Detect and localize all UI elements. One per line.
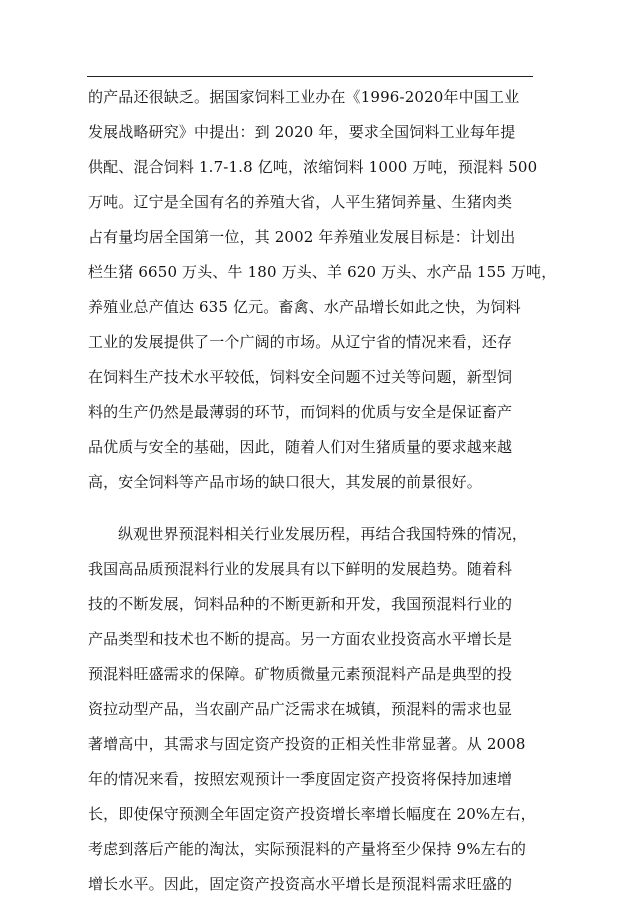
text-line: 工业的发展提供了一个广阔的市场。从辽宁省的情况来看，还存 — [88, 333, 513, 351]
text-line: 技的不断发展，饲料品种的不断更新和开发，我国预混料行业的 — [88, 595, 513, 613]
text-line: 料的生产仍然是最薄弱的环节，而饲料的优质与安全是保证畜产 — [88, 403, 513, 421]
text-line: 预混料旺盛需求的保障。矿物质微量元素预混料产品是典型的投 — [88, 665, 513, 683]
text-line: 考虑到落后产能的淘汰，实际预混料的产量将至少保持 9%左右的 — [88, 840, 527, 858]
text-line: 增长水平。因此，固定资产投资高水平增长是预混料需求旺盛的 — [88, 875, 513, 893]
text-line: 养殖业总产值达 635 亿元。畜禽、水产品增长如此之快，为饲料 — [88, 298, 521, 316]
text-line: 长，即使保守预测全年固定资产投资增长率增长幅度在 20%左右， — [88, 805, 536, 823]
paragraph-2 — [88, 517, 538, 902]
text-line-indented: 纵观世界预混料相关行业发展历程，再结合我国特殊的情况， — [118, 525, 528, 543]
text-line: 著增高中，其需求与固定资产投资的正相关性非常显著。从 2008 — [88, 735, 526, 753]
paragraph-1 — [88, 80, 557, 500]
text-line: 产品类型和技术也不断的提高。另一方面农业投资高水平增长是 — [88, 630, 513, 648]
text-line: 资拉动型产品，当农副产品广泛需求在城镇，预混料的需求也显 — [88, 700, 513, 718]
text-line: 高，安全饲料等产品市场的缺口很大，其发展的前景很好。 — [88, 473, 482, 491]
body-text — [88, 80, 557, 902]
text-line: 栏生猪 6650 万头、牛 180 万头、羊 620 万头、水产品 155 万吨， — [88, 263, 557, 281]
text-line: 我国高品质预混料行业的发展具有以下鲜明的发展趋势。随着科 — [88, 560, 513, 578]
text-line: 年的情况来看，按照宏观预计一季度固定资产投资将保持加速增 — [88, 770, 513, 788]
paragraph-gap — [88, 500, 538, 517]
text-line: 万吨。辽宁是全国有名的养殖大省，人平生猪饲养量、生猪肉类 — [88, 193, 513, 211]
header-rule — [87, 76, 533, 77]
text-line: 的产品还很缺乏。据国家饲料工业办在《1996-2020年中国工业 — [88, 88, 520, 106]
text-line: 品优质与安全的基础，因此，随着人们对生猪质量的要求越来越 — [88, 438, 513, 456]
text-line: 供配、混合饲料 1.7-1.8 亿吨，浓缩饲料 1000 万吨，预混料 500 — [88, 158, 538, 176]
text-line: 占有量均居全国第一位，其 2002 年养殖业发展目标是：计划出 — [88, 228, 516, 246]
text-line: 发展战略研究》中提出：到 2020 年，要求全国饲料工业每年提 — [88, 123, 516, 141]
text-line: 在饲料生产技术水平较低，饲料安全问题不过关等问题，新型饲 — [88, 368, 513, 386]
